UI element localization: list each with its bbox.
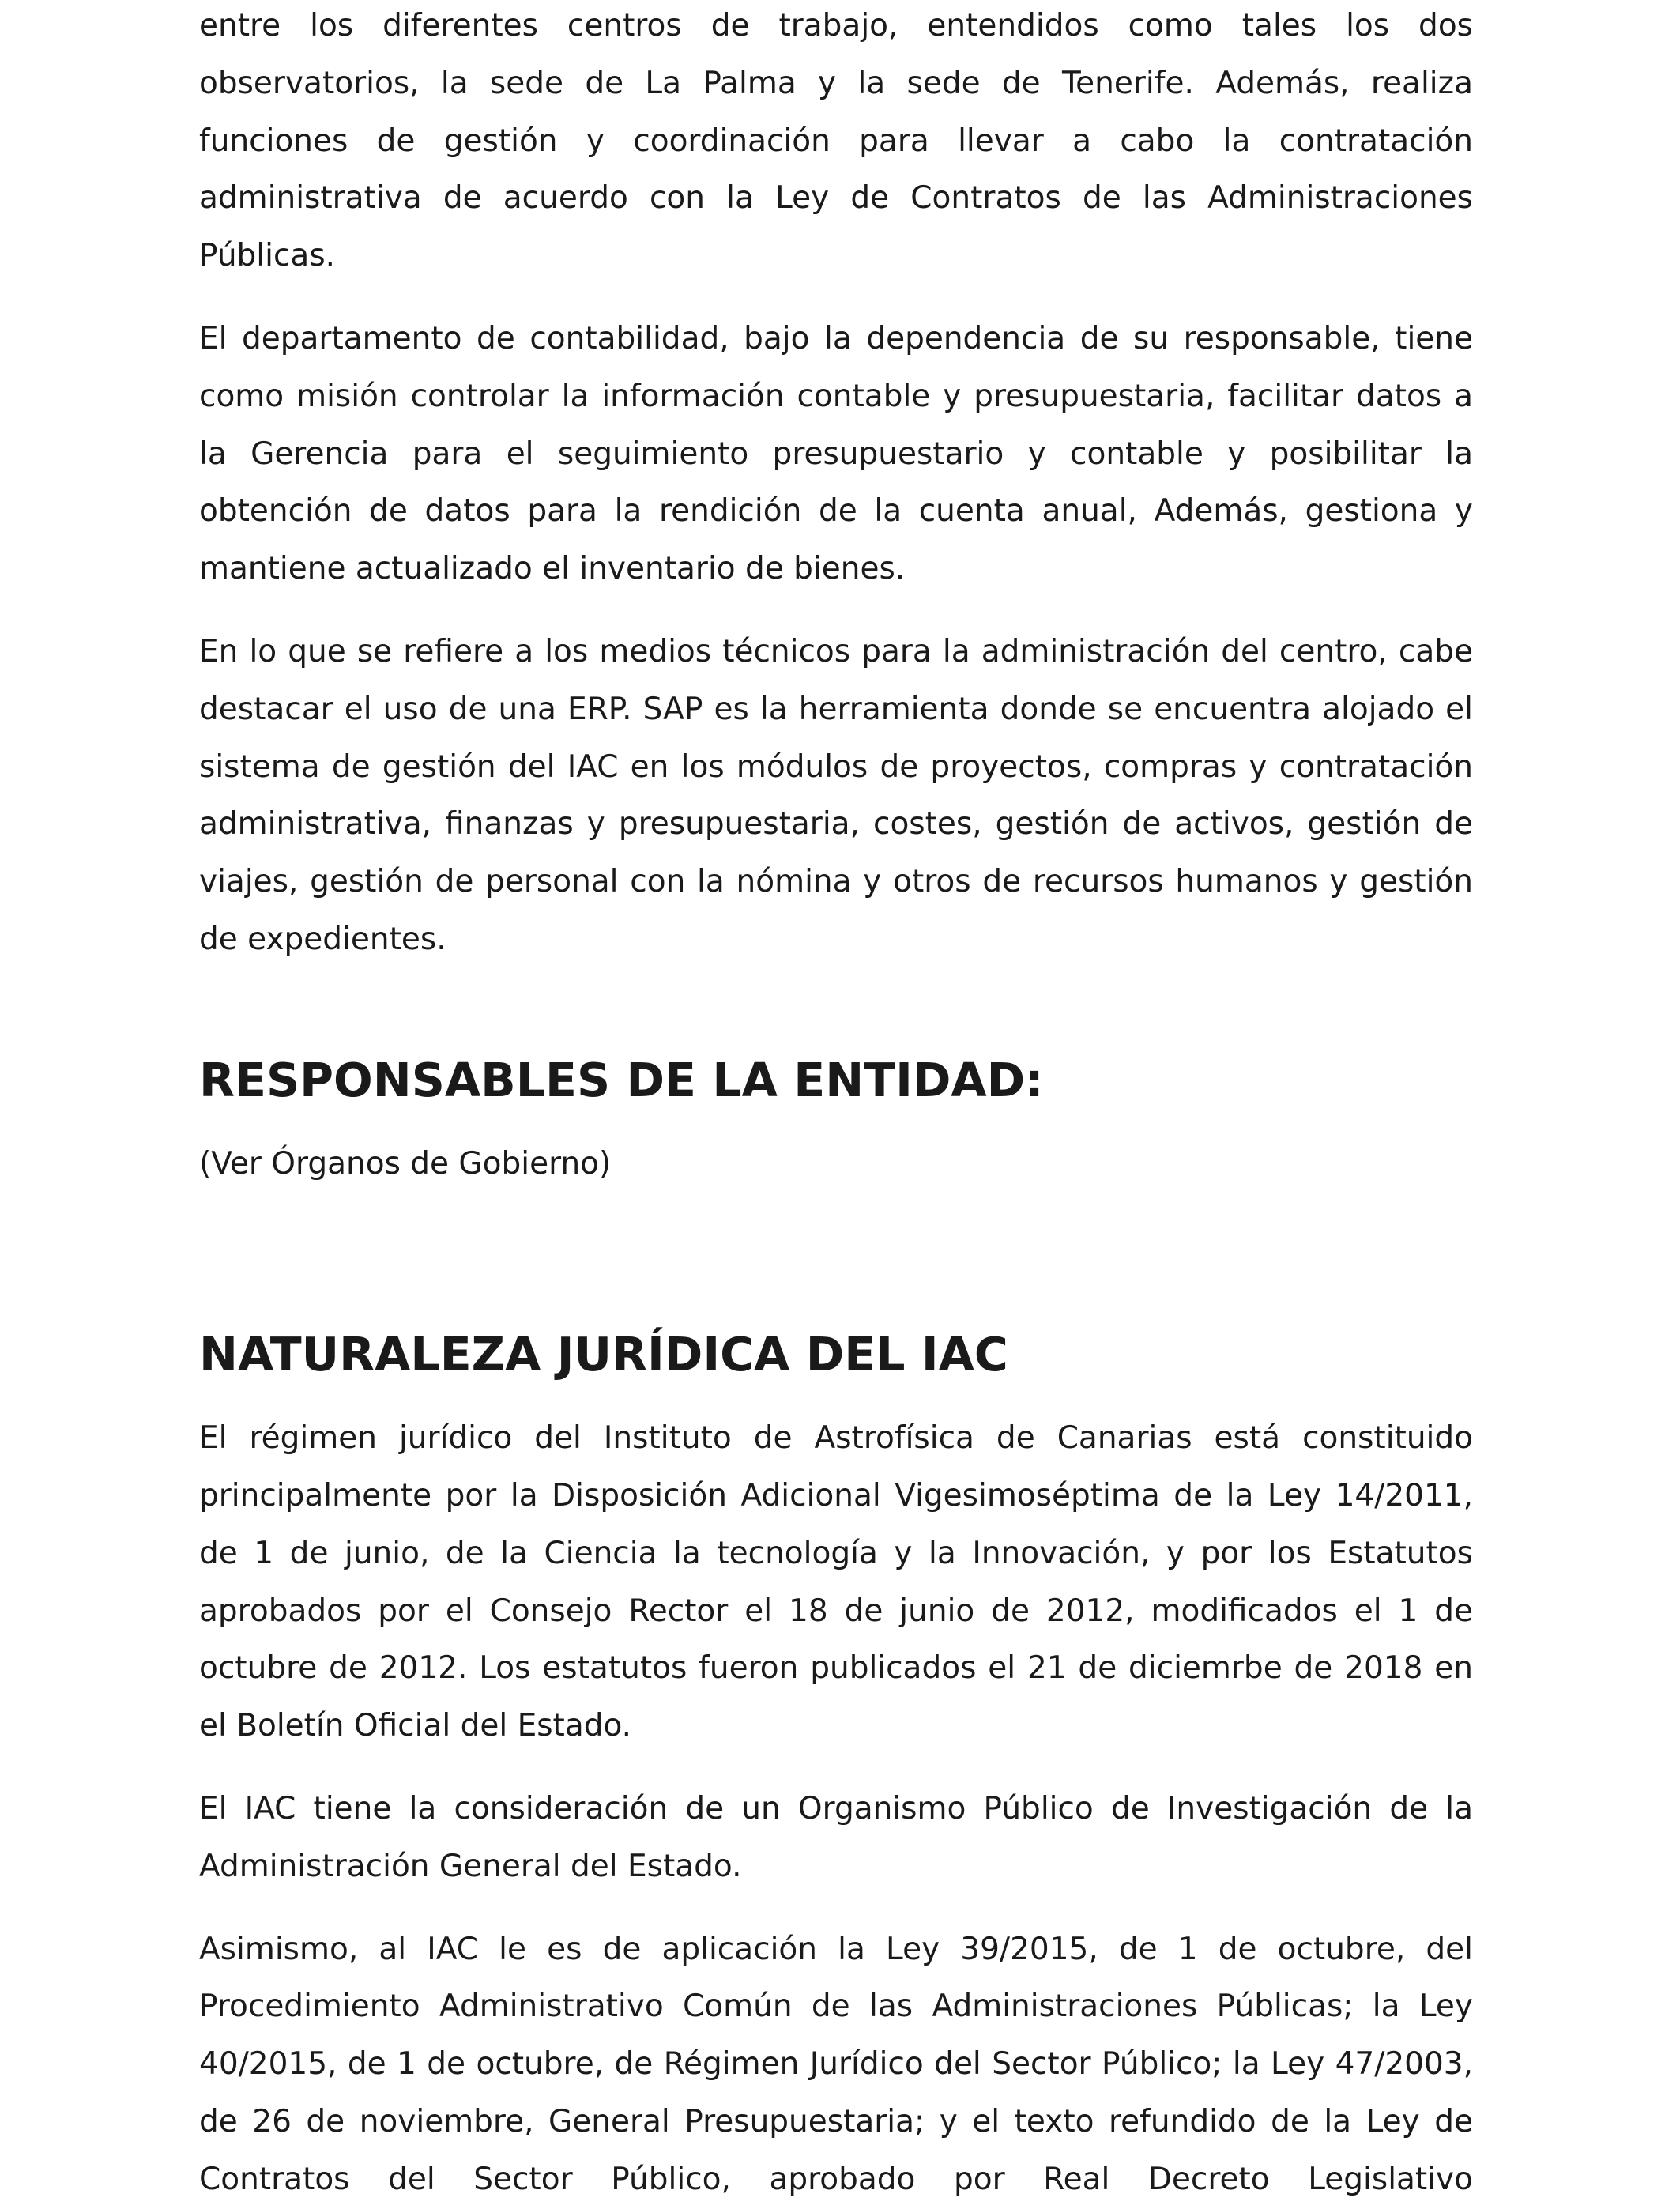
document-page: [199, 0, 1473, 2209]
responsables-text: (Ver Órganos de Gobierno): [199, 1145, 612, 1182]
heading-naturaleza-juridica: NATURALEZA JURÍDICA DEL IAC: [199, 1328, 1008, 1382]
paragraph-organismo-publico: El IAC tiene la consideración de un Organismo Público de Investigación de la Administración General del Estado.: [199, 1790, 1473, 1884]
heading-responsables: RESPONSABLES DE LA ENTIDAD:: [199, 1053, 1044, 1107]
paragraph-regimen-juridico: El régimen jurídico del Instituto de Astrofísica de Canarias está constituido principalmente por la Disposición Adicional Vigesimoséptima de la Ley 14/2011, de 1 de junio, de la Ciencia la tecnología y la Innovación, y por los Estatutos aprobados por el Consejo Rector el 18 de junio de 2012, modificados el 1 de octubre de 2012. Los estatutos fueron publicados el 21 de diciemrbe de 2018 en el Boletín Oficial del Estado.: [199, 1420, 1473, 1744]
paragraph-contabilidad: El departamento de contabilidad, bajo la dependencia de su responsable, tiene como misión controlar la información contable y presupuestaria, facilitar datos a la Gerencia para el seguimiento presupuestario y contable y posibilitar la obtención de datos para la rendición de la cuenta anual, Además, gestiona y mantiene actualizado el inventario de bienes.: [199, 320, 1473, 587]
paragraph-medios-tecnicos: En lo que se refiere a los medios técnicos para la administración del centro, cabe destacar el uso de una ERP. SAP es la herramienta donde se encuentra alojado el sistema de gestión del IAC en los módulos de proyectos, compras y contratación administrativa, finanzas y presupuestaria, costes, gestión de activos, gestión de viajes, gestión de personal con la nómina y otros de recursos humanos y gestión de expedientes.: [199, 633, 1473, 957]
paragraph-centros-trabajo: entre los diferentes centros de trabajo, entendidos como tales los dos observatorios, la sede de La Palma y la sede de Tenerife. Además, realiza funciones de gestión y coordinación para llevar a cabo la contratación administrativa de acuerdo con la Ley de Contratos de las Administraciones Públicas.: [199, 8, 1473, 274]
paragraph-asimismo-leyes: Asimismo, al IAC le es de aplicación la Ley 39/2015, de 1 de octubre, del Procedimiento Administrativo Común de las Administraciones Públicas; la Ley 40/2015, de 1 de octubre, de Régimen Jurídico del Sector Público; la Ley 47/2003, de 26 de noviembre, General Presupuestaria; y el texto refundido de la Ley de Contratos del Sector Público, aprobado por Real Decreto Legislativo: [199, 1931, 1473, 2197]
